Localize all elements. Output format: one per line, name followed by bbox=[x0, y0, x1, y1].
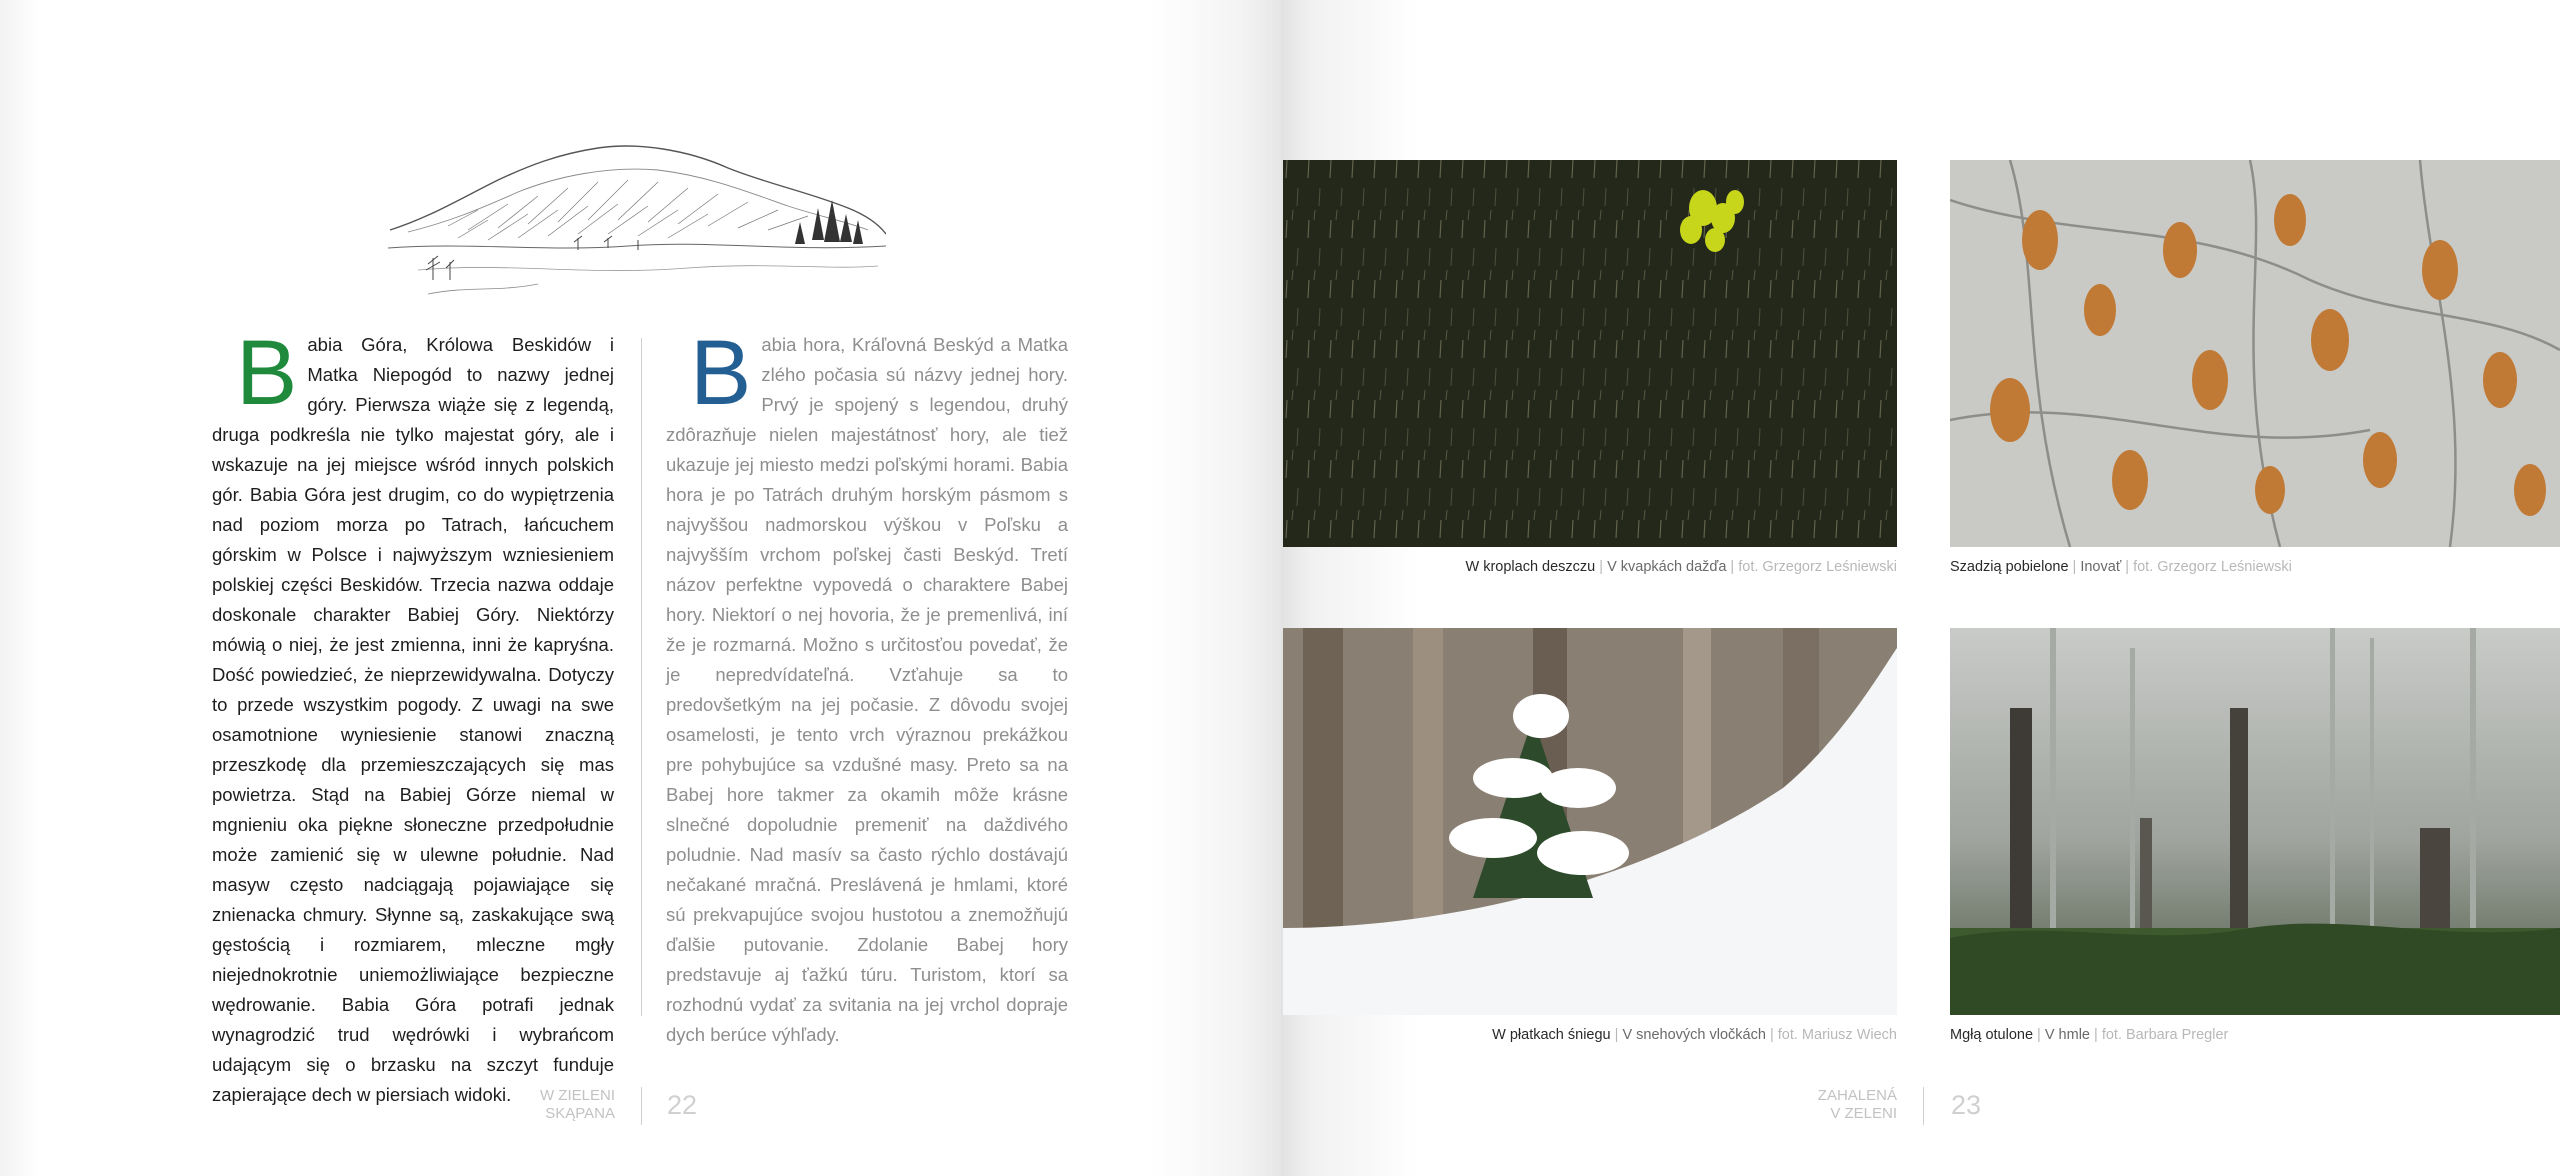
polish-dropcap: B bbox=[236, 322, 298, 424]
photo-credit: fot. Barbara Pregler bbox=[2101, 1027, 2229, 1043]
right-page bbox=[1281, 0, 2560, 1176]
photo-snow bbox=[1283, 628, 1897, 1015]
caption-pl: W płatkach śniegu bbox=[1492, 1027, 1611, 1043]
footer-line-2: SKĄPANA bbox=[545, 1105, 615, 1122]
polish-text-column bbox=[212, 322, 614, 1110]
caption-photo-frost bbox=[1950, 558, 2292, 576]
caption-sk: V kvapkách dažďa bbox=[1607, 559, 1727, 575]
caption-separator: | bbox=[1610, 1027, 1623, 1043]
photo-credit: fot. Grzegorz Leśniewski bbox=[2133, 559, 2292, 575]
photo-mist bbox=[1950, 628, 2560, 1015]
polish-body-text: abia Góra, Królowa Beskidów i Matka Niepogód to nazwy jednej góry. Pierwsza wiąże się z legendą, druga podkreśla nie tylko majestat góry, ale i wskazuje na jej miejsce wśród innych polskich gór. Babia Góra jest drugim, co do wypiętrzenia nad poziom morza po Tatrach, łańcuchem górskim w Polsce i najwyższym wzniesieniem polskiej części Beskidów. Trzecia nazwa oddaje doskonale charakter Babiej Góry. Niektórzy mówią o niej, że jest zmienna, inni że kapryśna. Dość powiedzieć, że nieprzewidywalna. Dotyczy to przede wszystkim pogody. Z uwagi na swe osamotnione wyniesienie stanowi znaczną przeszkodę dla przemieszczających się mas powietrza. Stąd na Babiej Górze niemal w mgnieniu oka piękne słoneczne przedpołudnie może zamienić się w ulewne południe. Nad masyw często nadciągają pojawiające się znienacka chmury. Słynne są, zaskakujące swą gęstością i rozmiarem, mleczne mgły niejednokrotnie uniemożliwiające bezpieczne wędrowanie. Babia Góra potrafi jednak wynagrodzić trud wędrówki i wybrańcom udającym się o brzasku na szczyt funduje zapierające dech w piersiach widoki. bbox=[212, 334, 614, 1105]
slovak-body-text: abia hora, Kráľovná Beskýd a Matka zlého počasia sú názvy jednej hory. Prvý je spojený s legendou, druhý zdôrazňuje nielen majestátnosť hory, ale tiež ukazuje jej miesto medzi poľskými horami. Babia hora je po Tatrách druhým horským pásmom s najvyššou nadmorskou výškou v Poľsku a najvyšším vrchom poľskej časti Beskýd. Tretí názov perfektne vypovedá o charaktere Babej hory. Niektorí o nej hovoria, že je premenlivá, iní že je rozmarná. Možno s určitosťou povedať, že je nepredvídateľná. Vzťahuje sa to predovšetkým na jej počasie. Z dôvodu svojej osamelosti, je tento vrch výraznou prekážkou pre pohybujúce sa vzdušné masy. Preto sa na Babej hore takmer za okamih môže krásne slnečné dopoludnie premeniť na daždivého poludnie. Nad masív sa často rýchlo dostávajú nečakané mračná. Preslávená je hmlami, ktoré sú prekvapujúce svojou hustotou a znemožňujú ďalšie putovanie. Zdolanie Babej hory predstavuje aj ťažkú túru. Turistom, ktorí sa rozhodnú vydať za svitania na jej vrchol dopraje dych berúce výhľady. bbox=[666, 334, 1068, 1045]
footer-divider bbox=[641, 1087, 642, 1125]
photo-credit: fot. Mariusz Wiech bbox=[1777, 1027, 1897, 1043]
caption-photo-mist bbox=[1950, 1026, 2228, 1044]
caption-separator: | bbox=[1726, 559, 1739, 575]
photo-frost bbox=[1950, 160, 2560, 547]
caption-pl: Szadzią pobielone bbox=[1950, 559, 2069, 575]
caption-separator: | bbox=[1595, 559, 1608, 575]
footer-divider bbox=[1923, 1087, 1924, 1125]
mountain-sketch-illustration bbox=[388, 130, 886, 300]
photo-rain bbox=[1283, 160, 1897, 547]
footer-line-1: W ZIELENI bbox=[539, 1087, 615, 1104]
caption-sk: Inovať bbox=[2080, 559, 2122, 575]
caption-photo-rain bbox=[1283, 558, 1897, 576]
footer-line-2: V ZELENI bbox=[1830, 1105, 1897, 1122]
page-number-right: 23 bbox=[1951, 1090, 1982, 1120]
caption-sk: V snehových vločkách bbox=[1622, 1027, 1766, 1043]
running-footer-left bbox=[480, 1087, 615, 1123]
slovak-dropcap: B bbox=[690, 322, 752, 424]
caption-separator: | bbox=[2068, 559, 2081, 575]
slovak-text-column bbox=[666, 322, 1068, 1050]
running-footer-right bbox=[1761, 1087, 1897, 1123]
caption-pl: Mgłą otulone bbox=[1950, 1027, 2034, 1043]
caption-sk: V hmle bbox=[2044, 1027, 2090, 1043]
caption-separator: | bbox=[2033, 1027, 2045, 1043]
page-number-left: 22 bbox=[667, 1090, 698, 1120]
caption-separator: | bbox=[2121, 559, 2134, 575]
photo-credit: fot. Grzegorz Leśniewski bbox=[1738, 559, 1897, 575]
caption-separator: | bbox=[2090, 1027, 2102, 1043]
caption-pl: W kroplach deszczu bbox=[1465, 559, 1596, 575]
footer-line-1: ZAHALENÁ bbox=[1817, 1087, 1897, 1104]
caption-photo-snow bbox=[1283, 1026, 1897, 1044]
caption-separator: | bbox=[1765, 1027, 1778, 1043]
column-divider bbox=[641, 338, 642, 1016]
